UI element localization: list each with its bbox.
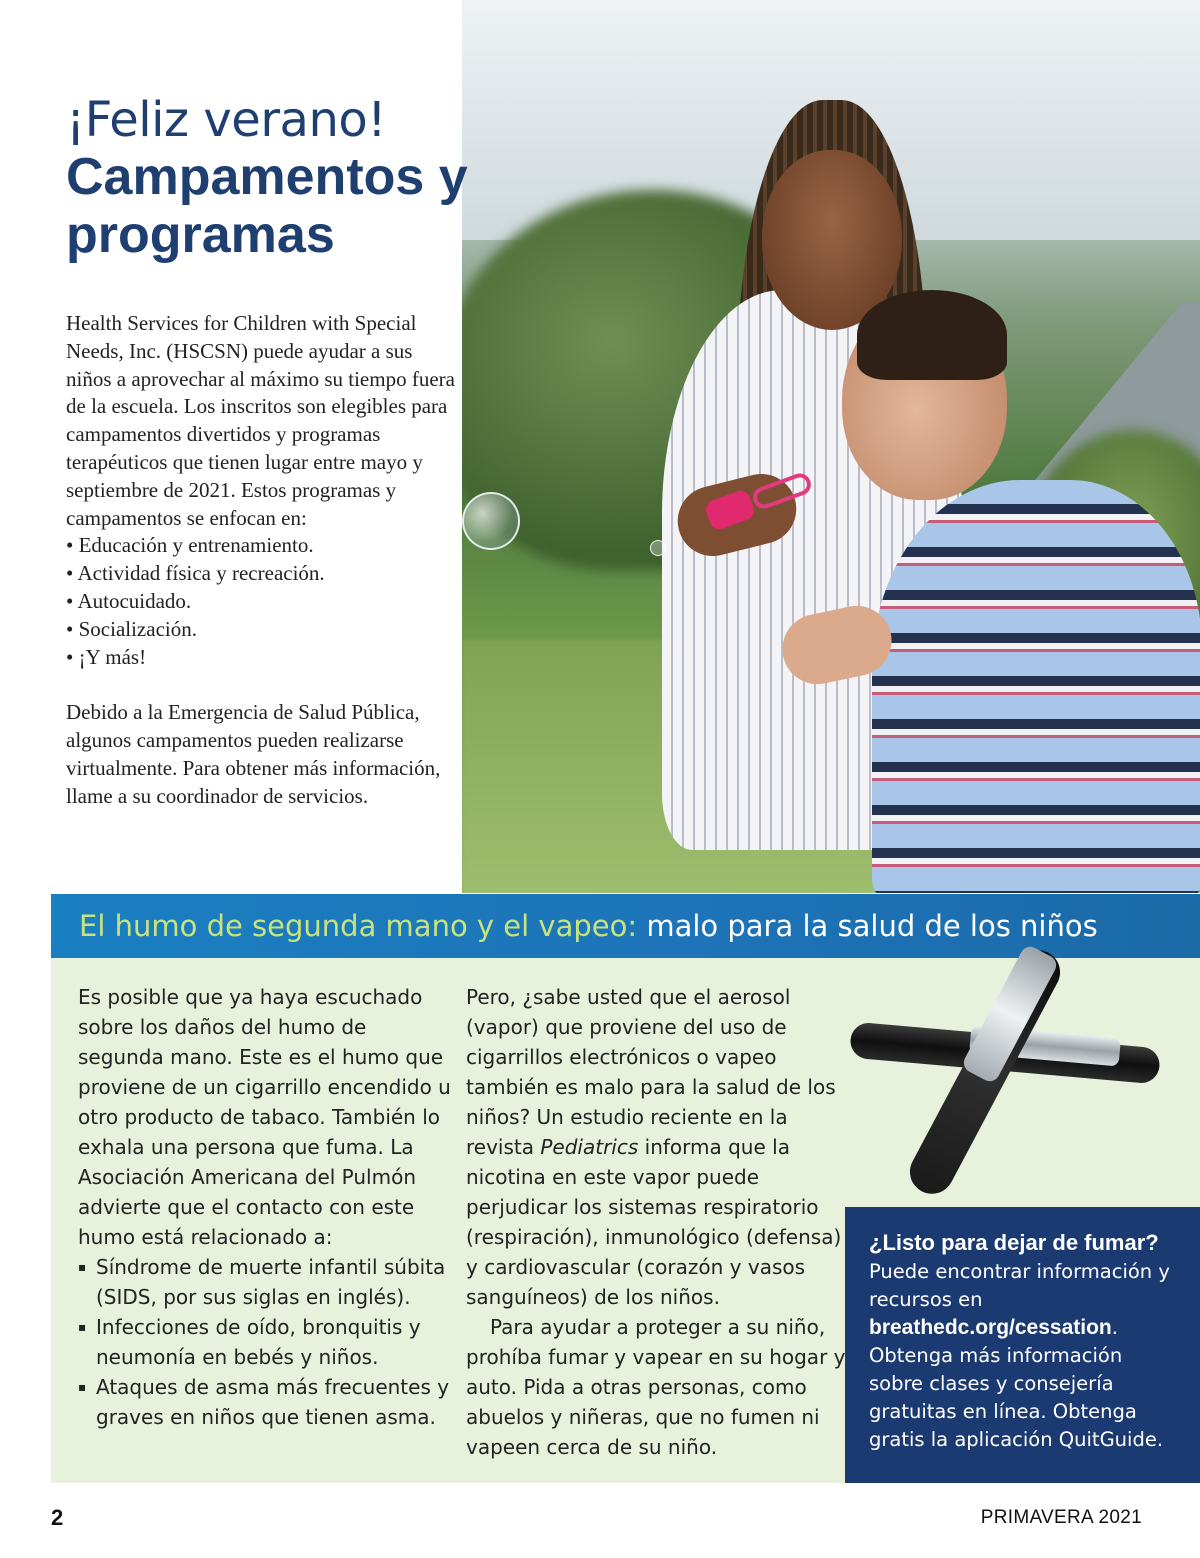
secondhand-smoke-paragraph: Es posible que ya haya escuchado sobre los daños del humo de segunda mano. Este es el humo que proviene de un cigarrillo encendido u otro producto de tabaco. También lo exhala una persona que fuma. La Asociación Americana del Pulmón advierte que el contacto con este humo está relacionado a: — [78, 985, 451, 1249]
vapor-text-start: Pero, ¿sabe usted que el aerosol (vapor) que proviene del uso de cigarrillos electrónicos o vapeo también es malo para la salud de los niños? Un estudio reciente en la revista — [466, 985, 836, 1159]
soap-bubble — [462, 492, 520, 550]
e-cigarette-image — [820, 940, 1170, 1180]
small-soap-bubble — [650, 540, 666, 556]
article-column-2 — [466, 982, 846, 1462]
vapor-text-end: informa que la nicotina en este vapor puede perjudicar los sistemas respiratorio (respiración), inmunológico (defensa) y cardiovascular (corazón y vasos sanguíneos) de los niños. — [466, 1135, 842, 1309]
banner-title-white-text: malo para la salud de los niños — [646, 909, 1098, 943]
quit-smoking-callout — [845, 1207, 1200, 1483]
focus-list-item: • Autocuidado. — [66, 588, 456, 616]
banner-title-light: El humo de segunda mano y el vapeo: — [79, 909, 638, 943]
boy-figure — [872, 480, 1200, 893]
vapor-paragraph — [466, 982, 846, 1312]
journal-name: Pediatrics — [540, 1135, 639, 1159]
callout-text-1: Puede encontrar información y recursos en — [869, 1260, 1170, 1311]
callout-text-2: . Obtenga más información sobre clases y consejería gratuitas en línea. Obtenga gratis la aplicación QuitGuide. — [869, 1316, 1164, 1451]
banner-title-white — [637, 909, 1098, 943]
headline-line-1: ¡Feliz verano! — [66, 92, 386, 148]
protect-paragraph: Para ayudar a proteger a su niño, prohíba fumar y vapear en su hogar y auto. Pida a otras personas, como abuelos y niñeras, que no fumen ni vapeen cerca de su niño. — [466, 1315, 846, 1459]
article-column-1 — [78, 982, 458, 1432]
headline-line-3: programas — [66, 206, 335, 264]
callout-question: ¿Listo para dejar de fumar? — [869, 1230, 1159, 1255]
emergency-paragraph: Debido a la Emergencia de Salud Pública, algunos campamentos pueden realizarse virtualmente. Para obtener más información, llame a su coordinador de servicios. — [66, 700, 441, 808]
focus-list-item: • ¡Y más! — [66, 644, 456, 672]
headline-line-2: Campamentos y — [66, 148, 468, 206]
intro-text — [66, 310, 456, 811]
focus-list — [66, 532, 456, 671]
page-headline — [66, 92, 536, 264]
hero-photo — [462, 0, 1200, 893]
intro-paragraph: Health Services for Children with Special Needs, Inc. (HSCSN) puede ayudar a sus niños a aprovechar al máximo su tiempo fuera de la escuela. Los inscritos son elegibles para campamentos divertidos y programas terapéuticos que tienen lugar entre mayo y septiembre de 2021. Estos programas y campamentos se enfocan en: — [66, 311, 455, 530]
risk-list-item: ▪ Ataques de asma más frecuentes y graves en niños que tienen asma. — [78, 1372, 458, 1432]
risk-list-item: ▪ Infecciones de oído, bronquitis y neumonía en bebés y niños. — [78, 1312, 458, 1372]
risk-list-item: ▪ Síndrome de muerte infantil súbita (SIDS, por sus siglas en inglés). — [78, 1252, 458, 1312]
focus-list-item: • Educación y entrenamiento. — [66, 532, 456, 560]
page-number: 2 — [51, 1505, 64, 1530]
issue-season: PRIMAVERA 2021 — [980, 1507, 1142, 1528]
risk-list — [78, 1252, 458, 1432]
boy-hair — [857, 290, 1007, 380]
cessation-link[interactable]: breathedc.org/cessation — [869, 1316, 1112, 1339]
focus-list-item: • Socialización. — [66, 616, 456, 644]
focus-list-item: • Actividad física y recreación. — [66, 560, 456, 588]
